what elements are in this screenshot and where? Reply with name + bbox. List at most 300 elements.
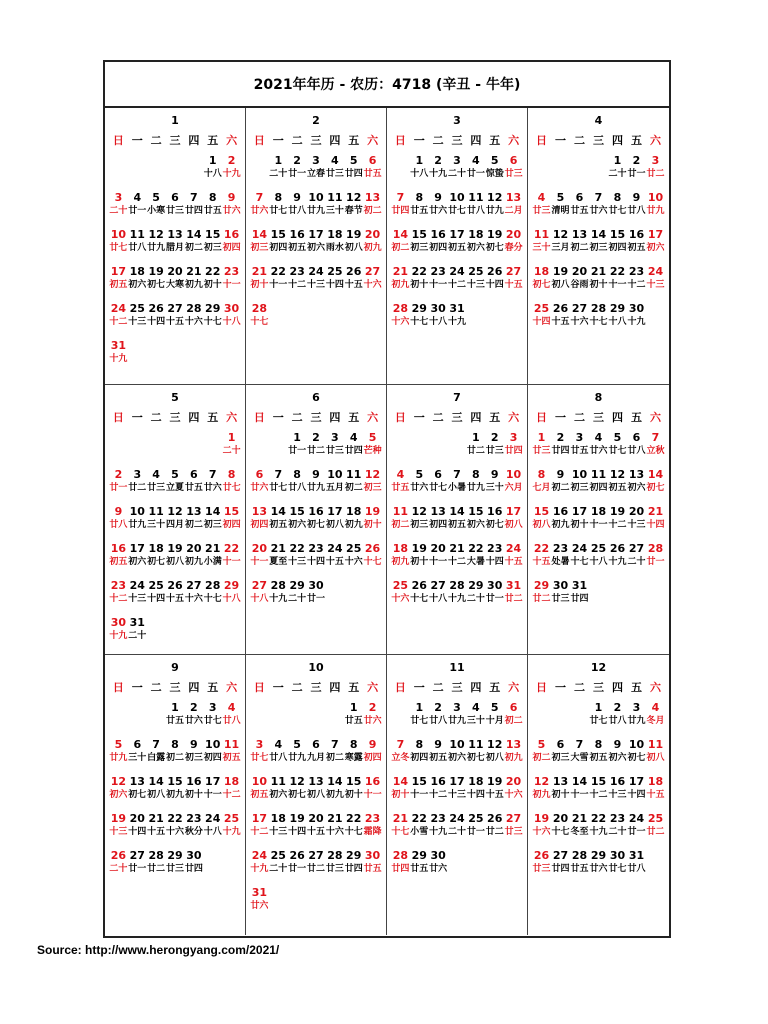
weekday-header xyxy=(109,411,241,425)
lunar-date: 廿一 xyxy=(128,864,147,874)
weekday-label: 五 xyxy=(631,411,642,424)
day-number: 28 xyxy=(270,579,286,592)
lunar-date: 初五 xyxy=(269,520,288,530)
day-cell xyxy=(504,775,523,812)
day-cell xyxy=(391,302,410,339)
weekday-label: 二 xyxy=(291,134,303,147)
day-number: 14 xyxy=(327,775,343,788)
weekday-label: 日 xyxy=(536,411,547,424)
day-cell xyxy=(466,191,485,228)
weekday-label: 四 xyxy=(612,681,623,694)
lunar-date: 十八 xyxy=(222,317,241,327)
day-number: 3 xyxy=(208,701,217,714)
month-number: 3 xyxy=(453,114,461,127)
lunar-date: 廿三 xyxy=(147,483,166,493)
day-cell xyxy=(363,738,382,775)
day-cell xyxy=(344,701,363,738)
lunar-date: 廿九 xyxy=(447,716,466,726)
lunar-date: 廿五 xyxy=(363,864,382,874)
day-cell xyxy=(532,505,551,542)
day-cell xyxy=(109,542,128,579)
day-cell xyxy=(288,468,307,505)
weekday-label: 三 xyxy=(451,411,463,424)
lunar-date: 初九 xyxy=(532,790,551,800)
lunar-date: 十一 xyxy=(222,280,241,290)
day-number: 24 xyxy=(647,265,664,278)
lunar-date: 初四 xyxy=(222,243,241,253)
day-cell xyxy=(627,468,646,505)
lunar-date: 廿九 xyxy=(128,520,147,530)
day-number: 29 xyxy=(205,302,221,315)
weekday-label: 六 xyxy=(508,411,520,424)
day-cell xyxy=(109,579,128,616)
lunar-date: 十二 xyxy=(429,790,448,800)
lunar-date: 廿六 xyxy=(589,864,608,874)
weekday-label: 五 xyxy=(348,681,360,694)
weekday-label: 三 xyxy=(310,134,322,147)
weekday-label: 四 xyxy=(188,134,200,147)
weekday-label: 六 xyxy=(650,681,661,694)
day-cell xyxy=(466,228,485,265)
day-cell xyxy=(429,849,448,886)
day-cell xyxy=(570,431,589,468)
lunar-date: 十一 xyxy=(410,790,429,800)
lunar-date: 十五 xyxy=(551,317,570,327)
lunar-date: 初四 xyxy=(429,520,448,530)
lunar-date: 大寒 xyxy=(165,280,184,290)
day-number: 12 xyxy=(533,775,550,788)
day-cell xyxy=(608,849,627,886)
lunar-date: 初六 xyxy=(109,790,128,800)
day-number: 5 xyxy=(613,431,622,444)
day-number: 25 xyxy=(148,579,164,592)
day-number: 3 xyxy=(114,191,123,204)
lunar-date: 十九 xyxy=(109,631,128,641)
empty-cell xyxy=(128,431,147,468)
day-cell xyxy=(203,542,222,579)
lunar-date: 廿四 xyxy=(551,446,570,456)
lunar-date: 初二 xyxy=(391,243,410,253)
lunar-date: 春分 xyxy=(504,243,523,253)
day-cell xyxy=(147,468,166,505)
day-cell xyxy=(203,191,222,228)
day-number: 27 xyxy=(251,579,268,592)
day-number: 18 xyxy=(223,775,240,788)
days-grid xyxy=(391,701,523,886)
day-number: 20 xyxy=(628,505,645,518)
lunar-date: 十二 xyxy=(608,520,627,530)
lunar-date: 廿一 xyxy=(109,483,128,493)
day-number: 12 xyxy=(289,775,305,788)
day-cell xyxy=(570,302,589,339)
lunar-date: 初二 xyxy=(551,483,570,493)
lunar-date: 廿七 xyxy=(608,864,627,874)
day-cell xyxy=(504,154,523,191)
lunar-date: 十六 xyxy=(363,280,382,290)
weekday-label: 二 xyxy=(291,411,303,424)
month-3 xyxy=(387,108,528,385)
day-number: 10 xyxy=(110,228,127,241)
month-4 xyxy=(528,108,669,385)
day-number: 7 xyxy=(594,191,603,204)
day-number: 2 xyxy=(293,154,301,167)
day-cell xyxy=(128,265,147,302)
day-cell xyxy=(608,468,627,505)
lunar-date: 初八 xyxy=(485,753,504,763)
lunar-date: 十四 xyxy=(627,790,646,800)
day-cell xyxy=(166,812,185,849)
day-number: 7 xyxy=(152,738,160,751)
day-cell xyxy=(109,302,128,339)
lunar-date: 二十 xyxy=(269,169,288,179)
day-number: 10 xyxy=(628,738,645,751)
month-number: 12 xyxy=(590,661,607,674)
lunar-date: 十五 xyxy=(485,790,504,800)
lunar-date: 廿二 xyxy=(128,483,147,493)
day-cell xyxy=(269,775,288,812)
day-cell xyxy=(646,505,665,542)
day-number: 14 xyxy=(647,468,664,481)
day-number: 25 xyxy=(590,542,607,555)
day-cell xyxy=(166,542,185,579)
day-number: 19 xyxy=(167,542,183,555)
day-number: 4 xyxy=(227,701,236,714)
day-cell xyxy=(410,154,429,191)
day-cell xyxy=(203,812,222,849)
day-cell xyxy=(344,191,363,228)
weekday-label: 二 xyxy=(574,681,585,694)
day-cell xyxy=(532,191,551,228)
lunar-date: 三十 xyxy=(466,716,485,726)
day-number: 15 xyxy=(289,505,305,518)
lunar-date: 立夏 xyxy=(165,483,184,493)
lunar-date: 廿五 xyxy=(363,169,382,179)
month-number: 11 xyxy=(449,661,465,674)
day-number: 11 xyxy=(647,738,664,751)
month-number: 4 xyxy=(594,114,603,127)
day-cell xyxy=(466,542,485,579)
lunar-date: 十八 xyxy=(410,169,429,179)
day-cell xyxy=(589,738,608,775)
day-number: 7 xyxy=(396,191,405,204)
lunar-date: 初八 xyxy=(165,557,184,567)
day-number: 6 xyxy=(190,468,198,481)
day-cell xyxy=(504,431,523,468)
weekday-label: 五 xyxy=(207,681,219,694)
day-cell xyxy=(485,154,504,191)
day-number: 3 xyxy=(255,738,264,751)
lunar-date: 廿八 xyxy=(429,716,448,726)
lunar-date: 廿六 xyxy=(410,483,429,493)
day-cell xyxy=(532,542,551,579)
day-cell xyxy=(646,431,665,468)
day-number: 23 xyxy=(364,812,381,825)
day-number: 10 xyxy=(571,468,588,481)
day-cell xyxy=(307,431,326,468)
lunar-date: 初十 xyxy=(344,790,363,800)
day-number: 27 xyxy=(505,812,522,825)
lunar-date: 初七 xyxy=(627,753,646,763)
day-cell xyxy=(551,505,570,542)
day-cell xyxy=(184,302,203,339)
day-cell xyxy=(627,849,646,886)
day-number: 26 xyxy=(364,542,381,555)
day-cell xyxy=(551,579,570,616)
day-number: 19 xyxy=(609,505,626,518)
lunar-date: 十七 xyxy=(391,827,410,837)
month-8 xyxy=(528,385,669,655)
calendar-title: 2021年年历 - 农历：4718 (辛丑 - 牛年) xyxy=(105,62,669,108)
day-number: 10 xyxy=(251,775,268,788)
day-number: 20 xyxy=(552,812,569,825)
empty-cell xyxy=(532,701,551,738)
lunar-date: 初八 xyxy=(646,753,665,763)
lunar-date: 十三 xyxy=(269,827,288,837)
lunar-date: 十八 xyxy=(203,827,222,837)
weekday-label: 三 xyxy=(310,411,322,424)
day-number: 17 xyxy=(205,775,221,788)
weekday-label: 日 xyxy=(112,681,124,694)
lunar-date: 廿九 xyxy=(485,206,504,216)
lunar-date: 四月 xyxy=(165,520,184,530)
day-number: 15 xyxy=(411,228,427,241)
lunar-date: 初六 xyxy=(627,483,646,493)
day-number: 1 xyxy=(594,701,603,714)
day-number: 14 xyxy=(571,775,588,788)
day-cell xyxy=(627,228,646,265)
day-number: 13 xyxy=(308,775,324,788)
lunar-date: 十四 xyxy=(306,557,325,567)
day-cell xyxy=(504,505,523,542)
lunar-date: 十二 xyxy=(589,790,608,800)
lunar-date: 谷雨 xyxy=(570,280,589,290)
day-number: 16 xyxy=(364,775,381,788)
lunar-date: 小满 xyxy=(203,557,222,567)
day-number: 2 xyxy=(312,431,320,444)
weekday-label: 五 xyxy=(489,134,501,147)
day-cell xyxy=(147,579,166,616)
lunar-date: 初四 xyxy=(222,520,241,530)
day-number: 20 xyxy=(571,265,588,278)
day-cell xyxy=(466,738,485,775)
day-number: 23 xyxy=(628,265,645,278)
day-number: 28 xyxy=(392,302,409,315)
lunar-date: 十五 xyxy=(306,827,325,837)
day-cell xyxy=(646,775,665,812)
day-cell xyxy=(128,505,147,542)
day-cell xyxy=(288,265,307,302)
lunar-date: 廿三 xyxy=(551,594,570,604)
day-number: 31 xyxy=(251,886,268,899)
lunar-date: 廿六 xyxy=(250,483,269,493)
day-number: 1 xyxy=(227,431,236,444)
lunar-date: 廿二 xyxy=(485,827,504,837)
day-number: 31 xyxy=(628,849,645,862)
month-number: 8 xyxy=(594,391,603,404)
day-cell xyxy=(325,191,344,228)
day-number: 25 xyxy=(129,302,145,315)
lunar-date: 初七 xyxy=(128,790,147,800)
day-number: 22 xyxy=(411,265,427,278)
day-number: 21 xyxy=(251,265,268,278)
day-number: 26 xyxy=(148,302,164,315)
lunar-date: 廿九 xyxy=(147,243,166,253)
day-cell xyxy=(147,228,166,265)
day-number: 10 xyxy=(327,468,343,481)
lunar-date: 廿一 xyxy=(306,594,325,604)
day-cell xyxy=(344,154,363,191)
lunar-date: 初十 xyxy=(589,280,608,290)
lunar-date: 初六 xyxy=(608,753,627,763)
lunar-date: 初三 xyxy=(410,520,429,530)
lunar-date: 廿九 xyxy=(288,753,307,763)
day-number: 7 xyxy=(651,431,660,444)
day-number: 28 xyxy=(449,579,465,592)
lunar-date: 腊月 xyxy=(165,243,184,253)
weekday-label: 四 xyxy=(612,134,623,147)
lunar-date: 六月 xyxy=(504,483,523,493)
day-number: 9 xyxy=(556,468,565,481)
day-number: 29 xyxy=(411,849,427,862)
day-cell xyxy=(269,154,288,191)
lunar-date: 廿五 xyxy=(344,716,363,726)
lunar-date: 立冬 xyxy=(391,753,410,763)
weekday-label: 四 xyxy=(612,411,623,424)
lunar-date: 十七 xyxy=(203,594,222,604)
weekday-label: 日 xyxy=(112,134,124,147)
day-number: 6 xyxy=(575,191,584,204)
lunar-date: 初十 xyxy=(391,790,410,800)
day-cell xyxy=(551,775,570,812)
empty-cell xyxy=(166,154,185,191)
day-cell xyxy=(288,505,307,542)
lunar-date: 廿一 xyxy=(288,864,307,874)
day-number: 2 xyxy=(556,431,565,444)
day-cell xyxy=(410,579,429,616)
day-number: 9 xyxy=(368,738,377,751)
weekday-label: 六 xyxy=(226,411,238,424)
lunar-date: 初十 xyxy=(410,557,429,567)
lunar-date: 初二 xyxy=(165,753,184,763)
lunar-date: 廿八 xyxy=(627,446,646,456)
day-cell xyxy=(344,265,363,302)
weekday-label: 六 xyxy=(226,134,238,147)
lunar-date: 廿九 xyxy=(627,716,646,726)
days-grid xyxy=(391,431,523,616)
lunar-date: 初三 xyxy=(184,753,203,763)
day-cell xyxy=(325,154,344,191)
day-cell xyxy=(288,154,307,191)
empty-cell xyxy=(269,431,288,468)
day-cell xyxy=(504,265,523,302)
day-number: 15 xyxy=(411,775,427,788)
day-cell xyxy=(429,579,448,616)
day-number: 8 xyxy=(415,191,424,204)
day-number: 23 xyxy=(430,812,446,825)
day-number: 15 xyxy=(609,228,626,241)
empty-cell xyxy=(589,154,608,191)
day-number: 25 xyxy=(327,265,343,278)
days-grid xyxy=(250,701,382,923)
day-cell xyxy=(391,468,410,505)
lunar-date: 廿七 xyxy=(222,483,241,493)
day-number: 16 xyxy=(289,228,305,241)
day-cell xyxy=(203,775,222,812)
day-number: 15 xyxy=(205,228,221,241)
lunar-date: 廿二 xyxy=(306,864,325,874)
lunar-date: 初六 xyxy=(288,520,307,530)
day-cell xyxy=(288,738,307,775)
lunar-date: 初二 xyxy=(504,716,523,726)
calendar-2021 xyxy=(103,60,671,938)
day-cell xyxy=(147,191,166,228)
day-cell xyxy=(429,701,448,738)
day-cell xyxy=(391,849,410,886)
day-cell xyxy=(109,616,128,653)
day-cell xyxy=(222,228,241,265)
day-number: 11 xyxy=(468,738,484,751)
day-number: 31 xyxy=(129,616,145,629)
day-number: 26 xyxy=(487,812,503,825)
weekday-label: 日 xyxy=(394,411,406,424)
day-cell xyxy=(429,775,448,812)
day-number: 14 xyxy=(186,228,202,241)
day-cell xyxy=(307,542,326,579)
day-cell xyxy=(608,775,627,812)
lunar-date: 二十 xyxy=(447,827,466,837)
day-cell xyxy=(646,154,665,191)
day-cell xyxy=(448,579,467,616)
lunar-date: 初九 xyxy=(184,280,203,290)
day-number: 4 xyxy=(651,701,660,714)
day-number: 20 xyxy=(186,542,202,555)
day-cell xyxy=(325,431,344,468)
lunar-date: 十九 xyxy=(429,827,448,837)
lunar-date: 十六 xyxy=(570,317,589,327)
day-number: 19 xyxy=(552,265,569,278)
day-number: 5 xyxy=(368,431,377,444)
day-cell xyxy=(570,775,589,812)
day-number: 17 xyxy=(647,228,664,241)
day-number: 8 xyxy=(594,738,603,751)
day-number: 8 xyxy=(293,468,301,481)
lunar-date: 十五 xyxy=(532,557,551,567)
lunar-date: 二十 xyxy=(109,206,128,216)
lunar-date: 十八 xyxy=(222,594,241,604)
lunar-date: 廿八 xyxy=(288,483,307,493)
day-cell xyxy=(128,579,147,616)
day-number: 4 xyxy=(472,154,480,167)
day-cell xyxy=(485,505,504,542)
day-number: 9 xyxy=(613,738,622,751)
day-cell xyxy=(532,265,551,302)
empty-cell xyxy=(203,431,222,468)
weekday-label: 六 xyxy=(508,681,520,694)
lunar-date: 廿一 xyxy=(288,169,307,179)
day-cell xyxy=(307,849,326,886)
day-number: 22 xyxy=(223,542,240,555)
day-number: 16 xyxy=(308,505,324,518)
day-number: 3 xyxy=(632,701,641,714)
day-cell xyxy=(109,505,128,542)
lunar-date: 廿七 xyxy=(410,716,429,726)
lunar-date: 二十 xyxy=(288,594,307,604)
day-number: 2 xyxy=(632,154,641,167)
day-cell xyxy=(410,191,429,228)
day-number: 24 xyxy=(449,812,465,825)
day-number: 20 xyxy=(167,265,183,278)
lunar-date: 十二 xyxy=(250,827,269,837)
